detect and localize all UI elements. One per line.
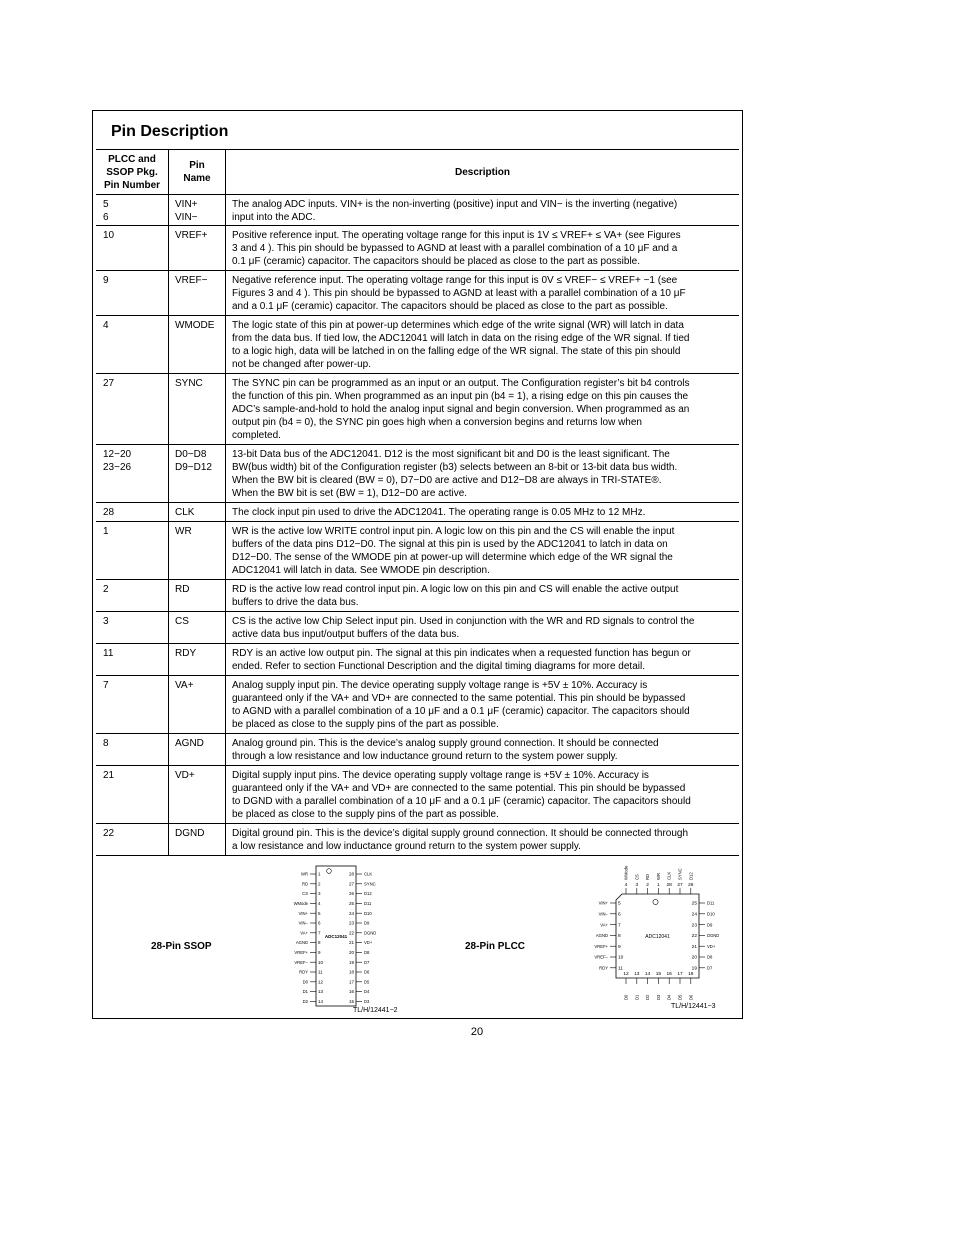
- pin-number: 15: [348, 999, 354, 1004]
- table-row: [96, 522, 739, 580]
- pin-description: WR is the active low WRITE control input pin. A logic low on this pin and the CS will enable the input buffers of the data pins D12−D0. The signal at this pin is used by the ADC12041 to latch in data on D12−D0. The sense of the WMODE pin at power-up will determine which edge of the WR signal the ADC12041 will latch in data. See WMODE pin description.: [232, 526, 675, 576]
- pin-number: 6: [318, 920, 321, 926]
- pin-number: 22: [96, 824, 169, 855]
- pin-label: CLK: [666, 871, 672, 880]
- pin-label: D7: [707, 965, 713, 971]
- pin-number: 19: [691, 966, 697, 972]
- pin-number: 15: [655, 972, 662, 977]
- pin-label: VD+: [364, 940, 373, 946]
- page-number: 20: [470, 1026, 484, 1038]
- pin-number: 8: [96, 734, 169, 765]
- pin-number: 28: [666, 883, 672, 888]
- pin-label: DGND: [364, 930, 377, 936]
- pin-label: D4: [364, 989, 370, 995]
- pin-number: 10: [618, 955, 624, 961]
- pin-label: WR: [655, 873, 661, 880]
- pin-number: 22: [691, 934, 697, 940]
- pin-name: AGND: [169, 734, 226, 765]
- pin-number: 14: [644, 972, 651, 977]
- pin-description: RDY is an active low output pin. The signal at this pin indicates when a requested function has begun or ended. Refer to section Functional Description and the digital timing diagrams for more detail.: [232, 648, 691, 672]
- pin-label: D0: [623, 994, 629, 1000]
- pin-label: VREF−: [594, 954, 608, 960]
- pin-label: CS: [634, 874, 640, 880]
- pin-name: DGND: [169, 824, 226, 855]
- table-row: [96, 503, 739, 522]
- pin-description: Positive reference input. The operating voltage range for this input is 1V ≤ VREF+ ≤ VA+ (see Figures 3 and 4 ). This pin should be bypassed to AGND at least with a parallel combination of a 10 μF and a 0.1 μF (ceramic) capacitor. The capacitors should be placed as close to the part as possible.: [232, 230, 681, 267]
- pin-label: RD: [645, 873, 651, 880]
- plcc-diagram: [581, 863, 731, 1008]
- pin-label: CS: [302, 891, 308, 897]
- table-row: [96, 374, 739, 445]
- pin-number: 20: [348, 950, 354, 955]
- pin-label: DGND: [707, 933, 720, 939]
- pin-number: 1: [96, 522, 169, 579]
- pin-number: 19: [348, 959, 354, 965]
- pin-number: 16: [666, 972, 672, 977]
- pin-number: 1: [657, 883, 660, 888]
- pin-number: 18: [348, 969, 354, 975]
- pin-number: 8: [318, 940, 321, 946]
- pin-label: D3: [655, 994, 661, 1000]
- pin-number: 2: [318, 881, 321, 887]
- pin-name: VD+: [169, 766, 226, 823]
- pin-label: D6: [688, 994, 694, 1000]
- pin-label: VIN+: [298, 910, 308, 916]
- pin-name: CS: [169, 612, 226, 643]
- pin-name: WMODE: [169, 316, 226, 373]
- pin-label: D6: [364, 969, 370, 975]
- pin-description: CS is the active low Chip Select input pin. Used in conjunction with the WR and RD signals to control the active data bus input/output buffers of the data bus.: [232, 616, 695, 640]
- pin-number: 13: [318, 989, 324, 995]
- pin-label: D0: [302, 979, 308, 985]
- pin-label: D4: [666, 994, 672, 1000]
- pin-label: AGND: [295, 940, 308, 946]
- header-pin-name: Pin Name: [169, 150, 226, 194]
- pin-label: WR: [301, 871, 308, 877]
- pin-name: VREF+: [169, 226, 226, 270]
- pin-label: D2: [302, 999, 308, 1004]
- pin-number: 7: [618, 923, 621, 929]
- pin-label: D9: [364, 920, 370, 926]
- pin-label: SYNC: [364, 881, 376, 887]
- pin-label: D10: [707, 911, 715, 917]
- pin-label: VD+: [707, 943, 716, 949]
- pin-label: VA+: [600, 922, 608, 928]
- pin-number: 26: [348, 891, 354, 897]
- pin-label: D3: [364, 999, 370, 1004]
- pin-description: The logic state of this pin at power-up determines which edge of the write signal (WR) will latch in data from the data bus. If tied low, the ADC12041 will latch in data on the rising edge of the WR signal. If tied to a logic high, data will be latched in on the falling edge of the WR signal. The state of this pin should not be changed after power-up.: [232, 320, 690, 370]
- pin-label: D12: [688, 872, 694, 880]
- pin-number: 6: [618, 912, 621, 918]
- pin-label: RD: [301, 881, 308, 887]
- chip-name: ADC12041: [324, 934, 348, 939]
- table-row: [96, 226, 739, 271]
- pin-number: 27: [96, 374, 169, 444]
- pin-description: Negative reference input. The operating voltage range for this input is 0V ≤ VREF− ≤ VREF+ −1 (see Figures 3 and 4 ). This pin should be bypassed to AGND at least with a parallel combination of a 10 μF and a 0.1 μF (ceramic) capacitor. The capacitors should be placed as close to the part as possible.: [232, 275, 686, 312]
- pin-description-frame: [92, 110, 743, 1019]
- pin1-marker: [327, 869, 332, 874]
- pin-number: 10: [96, 226, 169, 270]
- pin-name: VIN+ VIN−: [169, 195, 226, 225]
- pin-label: D11: [707, 900, 715, 906]
- pin1-marker: [653, 899, 658, 904]
- pin-number: 18: [688, 972, 694, 977]
- pin-label: D2: [645, 994, 651, 1000]
- pin-number: 21: [96, 766, 169, 823]
- table-row: [96, 734, 739, 766]
- pin-number: 21: [691, 944, 697, 950]
- pin-number: 14: [318, 999, 324, 1004]
- pin-label: D8: [707, 954, 713, 960]
- pin-label: VA+: [300, 930, 308, 936]
- pin-number: 9: [318, 950, 321, 955]
- pin-number: 3: [96, 612, 169, 643]
- pin-number: 4: [318, 901, 321, 906]
- pin-name: RD: [169, 580, 226, 611]
- pin-label: VREF−: [294, 959, 308, 965]
- section-title: Pin Description: [111, 123, 229, 140]
- table-row: [96, 316, 739, 374]
- pin-number: 20: [691, 955, 697, 961]
- pin-number: 24: [348, 910, 354, 916]
- ssop-label: 28-Pin SSOP: [151, 941, 212, 952]
- pin-number: 11: [618, 966, 623, 972]
- table-row: [96, 644, 739, 676]
- pin-number: 17: [677, 972, 683, 977]
- pin-description: The analog ADC inputs. VIN+ is the non-inverting (positive) input and VIN− is the inverting (negative) input into the ADC.: [232, 199, 678, 223]
- pin-label: SYNC: [677, 868, 683, 880]
- pin-description: Digital ground pin. This is the device’s digital supply ground connection. It should be connected through a low resistance and low inductance ground return to the system power supply.: [232, 828, 689, 852]
- pin-number: 12: [623, 972, 629, 977]
- table-row: [96, 612, 739, 644]
- pin-number: 5 6: [96, 195, 169, 225]
- table-row: [96, 824, 739, 856]
- pin-label: VIN−: [598, 911, 608, 917]
- plcc-label: 28-Pin PLCC: [465, 941, 526, 952]
- pin-number: 24: [691, 912, 697, 918]
- table-row: [96, 676, 739, 734]
- table-row: [96, 271, 739, 316]
- header-description: Description: [454, 166, 510, 178]
- plcc-figure-id: TL/H/12441−3: [671, 1003, 716, 1010]
- pin-number: 22: [348, 930, 354, 936]
- pin-number: 28: [348, 871, 354, 877]
- pin-label: D5: [364, 979, 370, 985]
- pin-number: 13: [634, 972, 640, 977]
- pin-number: 21: [348, 940, 354, 946]
- pin-label: D11: [364, 901, 372, 906]
- pin-description: Analog ground pin. This is the device’s analog supply ground connection. It should be connected through a low resistance and low inductance ground return to the system power supply.: [232, 738, 659, 762]
- pin-number: 11: [318, 969, 323, 975]
- pin-label: D10: [364, 910, 372, 916]
- pin-number: 25: [691, 901, 697, 907]
- pin-number: 23: [348, 920, 354, 926]
- table-header: [96, 149, 739, 195]
- pin-number: 23: [691, 923, 697, 929]
- chip-name: ADC12041: [645, 934, 670, 940]
- pin-number: 28: [96, 503, 169, 521]
- pin-description: The clock input pin used to drive the ADC12041. The operating range is 0.05 MHz to 12 MHz.: [232, 507, 646, 518]
- pin-number: 16: [348, 989, 354, 995]
- pin-number: 7: [96, 676, 169, 733]
- pin-label: D8: [364, 950, 370, 955]
- pin-label: WMode: [293, 901, 308, 906]
- table-body: [96, 195, 739, 856]
- pin-number: 12−20 23−26: [96, 445, 169, 502]
- pin-name: RDY: [169, 644, 226, 675]
- pin-label: D12: [364, 891, 372, 897]
- pin-name: CLK: [169, 503, 226, 521]
- pin-number: 3: [318, 891, 321, 897]
- pin-label: AGND: [595, 933, 608, 939]
- pin-description: Digital supply input pins. The device operating supply voltage range is +5V ± 10%. Accuracy is guaranteed only if the VA+ and VD+ are connected to the same potential. This pin should be bypassed to DGND with a parallel combination of a 10 μF and a 0.1 μF (ceramic) capacitor. The capacitors should be placed as close to the supply pins of the part as possible.: [232, 770, 691, 820]
- table-row: [96, 445, 739, 503]
- pin-description: RD is the active low read control input pin. A logic low on this pin and CS will enable the active output buffers to drive the data bus.: [232, 584, 679, 608]
- table-row: [96, 195, 739, 226]
- table-row: [96, 766, 739, 824]
- pin-number: 4: [96, 316, 169, 373]
- pin-number: 9: [618, 944, 621, 950]
- pin-number: 2: [646, 883, 649, 888]
- pin-number: 25: [348, 901, 354, 906]
- pin-label: D7: [364, 959, 370, 965]
- pin-label: D5: [677, 994, 683, 1000]
- pin-number: 10: [318, 959, 324, 965]
- ssop-diagram: [286, 863, 406, 1013]
- pin-name: SYNC: [169, 374, 226, 444]
- pin-number: 3: [635, 883, 639, 888]
- pin-number: 27: [348, 881, 354, 887]
- pin-number: 2: [96, 580, 169, 611]
- pin-number: 4: [624, 883, 628, 888]
- pin-number: 5: [618, 901, 621, 907]
- pin-description: Analog supply input pin. The device operating supply voltage range is +5V ± 10%. Accuracy is guaranteed only if the VA+ and VD+ are connected to the same potential. This pin should be bypassed to AGND with a parallel combination of a 10 μF and a 0.1 μF (ceramic) capacitor. The capacitors should be placed as close to the supply pins of the part as possible.: [232, 680, 690, 730]
- pin-number: 9: [96, 271, 169, 315]
- table-row: [96, 580, 739, 612]
- pin-number: 11: [96, 644, 169, 675]
- pin-label: D1: [302, 989, 308, 995]
- pin-label: VIN−: [298, 920, 308, 926]
- header-pin-number: PLCC and SSOP Pkg. Pin Number: [96, 150, 169, 194]
- pin-table: [96, 149, 739, 856]
- pin-number: 26: [688, 883, 694, 888]
- pin-label: VREF+: [594, 943, 608, 949]
- pin-number: 12: [318, 979, 324, 985]
- pin-name: D0−D8 D9−D12: [169, 445, 226, 502]
- pin-label: VIN+: [598, 900, 608, 906]
- pin-number: 8: [618, 934, 621, 940]
- pin-label: WMode: [623, 865, 629, 880]
- pin-label: CLK: [364, 871, 373, 877]
- pin-label: D1: [634, 994, 640, 1000]
- pin-label: RDY: [599, 965, 608, 971]
- pin-number: 27: [677, 883, 683, 888]
- pin-number: 5: [318, 910, 321, 916]
- package-diagrams: [96, 857, 739, 1017]
- pin-description: The SYNC pin can be programmed as an input or an output. The Configuration register’s bit b4 controls the function of this pin. When programmed as an input pin (b4 = 1), a rising edge on this pin causes the ADC’s sample-and-hold to hold the analog input signal and begin conversion. When programmed as an output pin (b4 = 0), the SYNC pin goes high when a conversion begins and returns low when completed.: [232, 378, 690, 441]
- pin-name: VA+: [169, 676, 226, 733]
- pin-label: VREF+: [294, 950, 308, 955]
- pin-number: 1: [318, 871, 321, 877]
- pin-number: 17: [348, 979, 354, 985]
- pin-label: D9: [707, 922, 713, 928]
- pin-label: RDY: [299, 969, 308, 975]
- pin-name: VREF−: [169, 271, 226, 315]
- pin-number: 7: [318, 930, 321, 936]
- ssop-figure-id: TL/H/12441−2: [353, 1007, 398, 1014]
- pin-description: 13-bit Data bus of the ADC12041. D12 is the most significant bit and D0 is the least significant. The BW(bus width) bit of the Configuration register (b3) selects between an 8-bit or 13-bit data bus width. When the BW bit is cleared (BW = 0), D7−D0 are active and D12−D8 are always in TRI-STATE®. When the BW bit is set (BW = 1), D12−D0 are active.: [232, 449, 678, 499]
- pin-name: WR: [169, 522, 226, 579]
